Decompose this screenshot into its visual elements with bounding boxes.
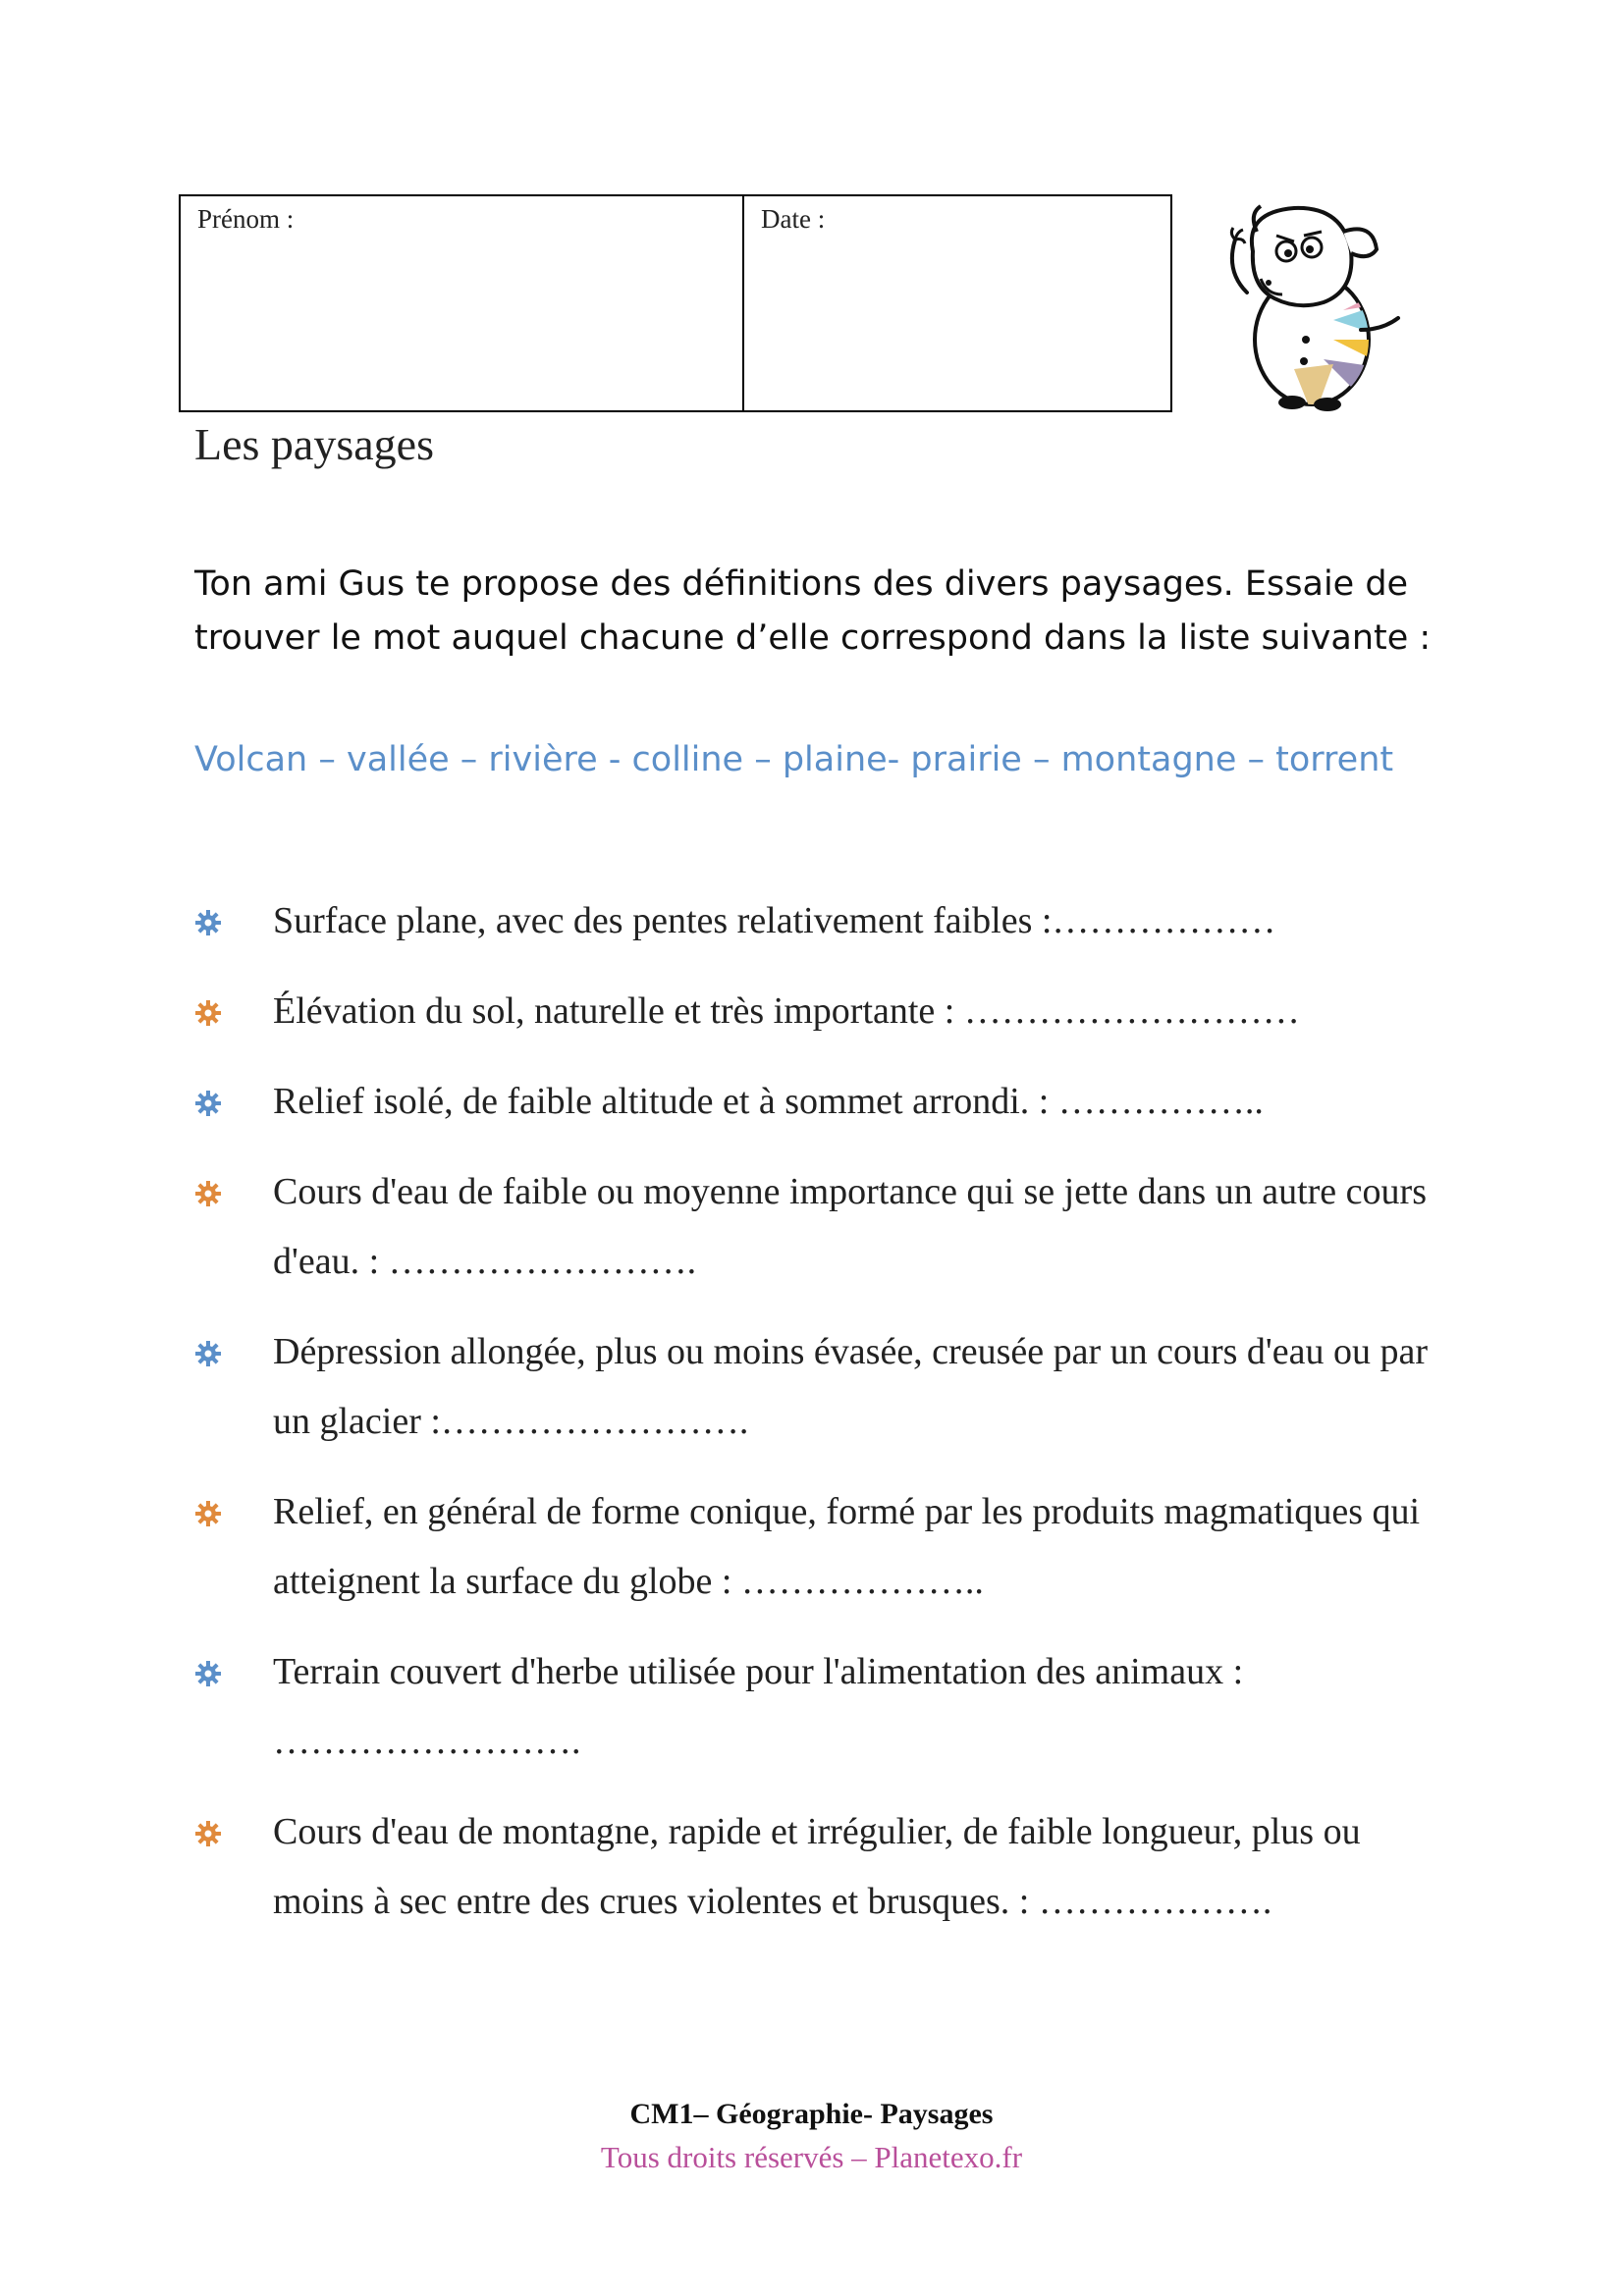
question-text: Terrain couvert d'herbe utilisée pour l'alimentation des animaux : …………………….: [273, 1651, 1244, 1762]
gear-icon: [194, 1500, 222, 1527]
date-field[interactable]: [744, 196, 1170, 410]
gear-icon: [194, 1820, 222, 1847]
question-text: Dépression allongée, plus ou moins évasée, creusée par un cours d'eau ou par un glacier :…………………….: [273, 1331, 1429, 1442]
footer-title: CM1– Géographie- Paysages: [629, 2098, 994, 2130]
date-label: Date :: [761, 204, 826, 234]
question-item: [194, 977, 1451, 1046]
question-item: [194, 886, 1451, 956]
question-item: [194, 1157, 1451, 1297]
gear-icon: [194, 1180, 222, 1207]
word-list: Volcan – vallée – rivière - colline – plaine- prairie – montagne – torrent: [194, 740, 1394, 779]
instructions-text: Ton ami Gus te propose des définitions des divers paysages. Essaie de trouver le mot auquel chacune d’elle correspond dans la liste suivante :: [194, 564, 1432, 658]
question-text: Relief, en général de forme conique, formé par les produits magmatiques qui atteignent la surface du globe : ………………..: [273, 1491, 1421, 1602]
question-item: [194, 1637, 1451, 1777]
gear-icon: [194, 999, 222, 1027]
question-item: [194, 1317, 1451, 1457]
question-text: Cours d'eau de montagne, rapide et irrégulier, de faible longueur, plus ou moins à sec entre des crues violentes et brusques. : ……………….: [273, 1811, 1361, 1922]
question-item: [194, 1797, 1451, 1937]
footer-copyright: Tous droits réservés – Planetexo.fr: [600, 2140, 1023, 2174]
gear-icon: [194, 909, 222, 936]
name-date-box: [179, 194, 1172, 412]
page-title: Les paysages: [194, 419, 434, 469]
question-list: [194, 886, 1451, 1957]
gus-mascot-image: [1196, 192, 1410, 416]
gear-icon: [194, 1090, 222, 1117]
question-text: Élévation du sol, naturelle et très importante : ………………………: [273, 990, 1300, 1032]
first-name-field[interactable]: [181, 196, 744, 410]
question-item: [194, 1477, 1451, 1617]
first-name-label: Prénom :: [197, 204, 295, 234]
question-text: Cours d'eau de faible ou moyenne importance qui se jette dans un autre cours d'eau. : …………………….: [273, 1171, 1427, 1282]
question-text: Relief isolé, de faible altitude et à sommet arrondi. : ……………..: [273, 1081, 1264, 1122]
gear-icon: [194, 1340, 222, 1367]
gear-icon: [194, 1660, 222, 1687]
question-text: Surface plane, avec des pentes relativement faibles :………………: [273, 900, 1276, 941]
question-item: [194, 1067, 1451, 1137]
